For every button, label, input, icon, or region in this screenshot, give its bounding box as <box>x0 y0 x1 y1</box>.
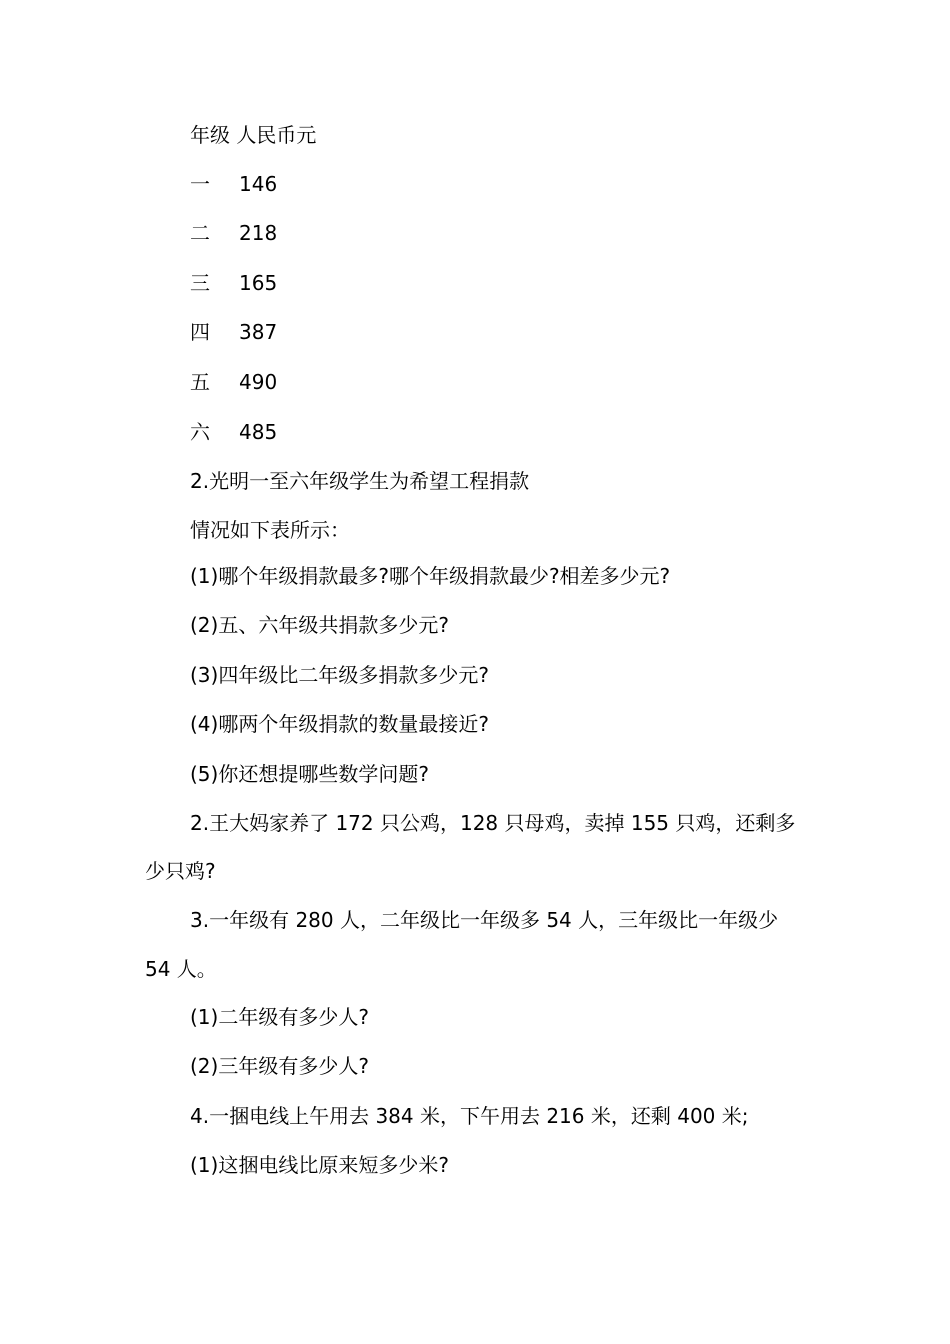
table-header: 年级 人民币元 <box>190 123 317 147</box>
amount-cell: 490 <box>239 370 278 394</box>
problem-3-line-2: 54 人。 <box>145 957 217 981</box>
table-row <box>190 319 390 345</box>
amount-cell: 218 <box>239 221 278 245</box>
grade-cell: 六 <box>190 420 210 444</box>
problem-3-question: (2)三年级有多少人? <box>190 1054 369 1078</box>
problem-3-question: (1)二年级有多少人? <box>190 1005 369 1029</box>
grade-cell: 五 <box>190 370 210 394</box>
problem-2-question: (5)你还想提哪些数学问题? <box>190 762 429 786</box>
problem-4-line-1: 4.一捆电线上午用去 384 米，下午用去 216 米，还剩 400 米; <box>190 1104 749 1128</box>
amount-cell: 165 <box>239 271 278 295</box>
problem-2-question: (3)四年级比二年级多捐款多少元? <box>190 663 489 687</box>
table-row <box>190 220 390 246</box>
grade-cell: 三 <box>190 271 210 295</box>
table-row <box>190 369 390 395</box>
table-row <box>190 171 390 197</box>
table-row <box>190 419 390 445</box>
problem-2b-line-1: 2.王大妈家养了 172 只公鸡，128 只母鸡，卖掉 155 只鸡，还剩多 <box>190 811 796 835</box>
problem-2b-line-2: 少只鸡? <box>145 859 216 883</box>
amount-cell: 485 <box>239 420 278 444</box>
problem-4-question: (1)这捆电线比原来短多少米? <box>190 1153 449 1177</box>
grade-cell: 一 <box>190 172 210 196</box>
grade-cell: 二 <box>190 221 210 245</box>
grade-cell: 四 <box>190 320 210 344</box>
table-row <box>190 270 390 296</box>
problem-2-question: (1)哪个年级捐款最多?哪个年级捐款最少?相差多少元? <box>190 564 671 588</box>
problem-2-question: (2)五、六年级共捐款多少元? <box>190 613 449 637</box>
amount-cell: 146 <box>239 172 278 196</box>
problem-2-question: (4)哪两个年级捐款的数量最接近? <box>190 712 489 736</box>
problem-3-line-1: 3.一年级有 280 人，二年级比一年级多 54 人，三年级比一年级少 <box>190 908 779 932</box>
amount-cell: 387 <box>239 320 278 344</box>
problem-2-subtitle: 情况如下表所示： <box>190 518 350 542</box>
problem-2-title: 2.光明一至六年级学生为希望工程捐款 <box>190 469 530 493</box>
